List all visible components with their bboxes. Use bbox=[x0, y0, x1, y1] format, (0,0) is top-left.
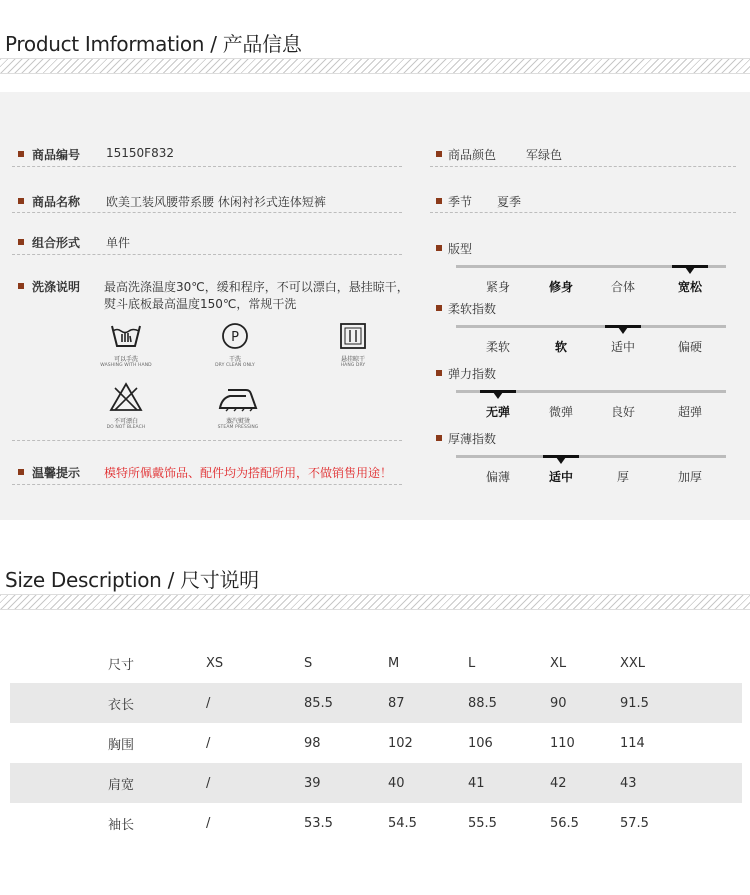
scale-track bbox=[456, 455, 726, 458]
scale-pointer-icon bbox=[556, 457, 566, 464]
size-header-cell: XL bbox=[550, 655, 567, 671]
color-label: 商品颜色 bbox=[448, 148, 497, 162]
bullet-icon bbox=[436, 370, 442, 376]
scale-option: 厚 bbox=[616, 470, 630, 484]
combo-label: 组合形式 bbox=[32, 236, 81, 250]
hang-dry-icon bbox=[325, 322, 381, 368]
size-cell: 110 bbox=[550, 735, 575, 751]
size-cell: 114 bbox=[620, 735, 645, 751]
size-header-cell: XXL bbox=[620, 655, 646, 671]
no-bleach-icon bbox=[96, 382, 156, 430]
scale-option: 宽松 bbox=[677, 280, 703, 294]
bullet-icon bbox=[18, 239, 24, 245]
size-header-cell: L bbox=[468, 655, 476, 671]
scale-option: 偏薄 bbox=[485, 470, 511, 484]
season-label: 季节 bbox=[448, 195, 473, 209]
product-info-title: Product Imformation / 产品信息 bbox=[5, 32, 302, 56]
code-label: 商品编号 bbox=[32, 148, 81, 162]
wash-label: 洗涤说明 bbox=[32, 280, 81, 294]
size-header-cell: S bbox=[304, 655, 313, 671]
wash-line-2: 熨斗底板最高温度150℃，常规干洗 bbox=[104, 297, 297, 311]
size-cell: 88.5 bbox=[468, 683, 550, 723]
size-cell: 41 bbox=[468, 763, 550, 803]
care-cn: 干洗 bbox=[228, 356, 241, 363]
size-header-cell: M bbox=[388, 655, 400, 671]
size-row bbox=[10, 763, 742, 803]
divider bbox=[12, 212, 402, 213]
scale-pointer-icon bbox=[493, 392, 503, 399]
size-header-row bbox=[10, 643, 742, 683]
scale-label: 弹力指数 bbox=[448, 367, 497, 381]
scale-pointer-icon bbox=[685, 267, 695, 274]
steam-iron-icon bbox=[205, 384, 271, 430]
scale-option: 紧身 bbox=[485, 280, 511, 294]
size-cell: 肩宽 bbox=[10, 763, 206, 803]
divider bbox=[12, 166, 402, 167]
size-table bbox=[10, 643, 742, 843]
size-cell: 54.5 bbox=[388, 815, 417, 831]
size-cell: 袖长 bbox=[108, 817, 135, 833]
scale-option: 合体 bbox=[610, 280, 636, 294]
code-value: 15150F832 bbox=[106, 146, 174, 160]
scale-label: 厚薄指数 bbox=[448, 432, 497, 446]
size-cell: 55.5 bbox=[468, 815, 497, 831]
size-cell: 43 bbox=[620, 763, 742, 803]
care-en: STEAM PRESSING bbox=[217, 425, 259, 430]
bullet-icon bbox=[18, 198, 24, 204]
care-cn: 不可漂白 bbox=[113, 418, 138, 425]
care-en: WASHING WITH HAND bbox=[100, 363, 152, 368]
scale-option: 无弹 bbox=[485, 405, 511, 419]
season-value: 夏季 bbox=[497, 195, 522, 209]
divider bbox=[12, 484, 402, 485]
size-cell: 106 bbox=[468, 735, 493, 751]
hand-wash-icon bbox=[96, 322, 156, 368]
size-row bbox=[10, 803, 742, 843]
bullet-icon bbox=[18, 469, 24, 475]
care-en: HANG DRY bbox=[340, 363, 366, 368]
size-cell: 42 bbox=[550, 763, 620, 803]
size-cell: 40 bbox=[388, 763, 468, 803]
scale-pointer-icon bbox=[618, 327, 628, 334]
scale-option: 适中 bbox=[610, 340, 636, 354]
size-cell: 90 bbox=[550, 683, 620, 723]
divider bbox=[430, 212, 736, 213]
size-cell: / bbox=[206, 735, 211, 751]
size-cell: / bbox=[206, 683, 304, 723]
bullet-icon bbox=[436, 151, 442, 157]
size-cell: 102 bbox=[388, 735, 413, 751]
size-cell: 衣长 bbox=[10, 683, 206, 723]
scale-option: 加厚 bbox=[677, 470, 703, 484]
size-cell: 56.5 bbox=[550, 815, 579, 831]
care-cn: 蒸汽熨烫 bbox=[225, 418, 250, 425]
size-cell: / bbox=[206, 815, 211, 831]
scale-label: 版型 bbox=[448, 242, 473, 256]
name-label: 商品名称 bbox=[32, 195, 81, 209]
scale-option: 柔软 bbox=[485, 340, 511, 354]
scale-option: 超弹 bbox=[677, 405, 703, 419]
size-cell: 57.5 bbox=[620, 815, 649, 831]
scale-option: 修身 bbox=[548, 280, 574, 294]
size-cell: 39 bbox=[304, 763, 388, 803]
scale-option: 微弹 bbox=[548, 405, 574, 419]
care-en: DRY CLEAN ONLY bbox=[215, 363, 255, 368]
tip-value: 模特所佩戴饰品、配件均为搭配所用，不做销售用途！ bbox=[104, 466, 393, 480]
hatch-divider bbox=[0, 58, 750, 74]
scale-option: 良好 bbox=[610, 405, 636, 419]
bullet-icon bbox=[18, 283, 24, 289]
scale-option: 适中 bbox=[548, 470, 574, 484]
divider bbox=[12, 254, 402, 255]
size-header-cell: XS bbox=[206, 655, 224, 671]
size-cell: 91.5 bbox=[620, 683, 742, 723]
bullet-icon bbox=[436, 435, 442, 441]
combo-value: 单件 bbox=[106, 236, 131, 250]
scale-option: 偏硬 bbox=[677, 340, 703, 354]
name-value: 欧美工装风腰带系腰 休闲衬衫式连体短裤 bbox=[106, 195, 326, 209]
divider bbox=[430, 166, 736, 167]
size-cell: 87 bbox=[388, 683, 468, 723]
divider bbox=[12, 440, 402, 441]
size-header-cell: 尺寸 bbox=[108, 657, 135, 673]
size-row bbox=[10, 683, 742, 723]
care-cn: 可以手洗 bbox=[113, 356, 138, 363]
size-description-title: Size Description / 尺寸说明 bbox=[5, 568, 259, 592]
size-row bbox=[10, 723, 742, 763]
care-cn: 悬挂晾干 bbox=[340, 356, 365, 363]
wash-line-1: 最高洗涤温度30℃，缓和程序，不可以漂白，悬挂晾干， bbox=[104, 280, 409, 294]
scale-label: 柔软指数 bbox=[448, 302, 497, 316]
size-cell: 胸围 bbox=[108, 737, 135, 753]
size-cell: 98 bbox=[304, 735, 321, 751]
size-cell: 85.5 bbox=[304, 683, 388, 723]
tip-label: 温馨提示 bbox=[32, 466, 81, 480]
care-en: DO NOT BLEACH bbox=[106, 425, 146, 430]
bullet-icon bbox=[18, 151, 24, 157]
color-value: 军绿色 bbox=[526, 148, 563, 162]
hatch-divider bbox=[0, 594, 750, 610]
size-cell: / bbox=[206, 763, 304, 803]
svg-text:P: P bbox=[231, 330, 239, 345]
bullet-icon bbox=[436, 198, 442, 204]
bullet-icon bbox=[436, 245, 442, 251]
scale-option: 软 bbox=[554, 340, 568, 354]
bullet-icon bbox=[436, 305, 442, 311]
size-cell: 53.5 bbox=[304, 815, 333, 831]
scale-track bbox=[456, 325, 726, 328]
dry-clean-icon bbox=[205, 322, 265, 368]
